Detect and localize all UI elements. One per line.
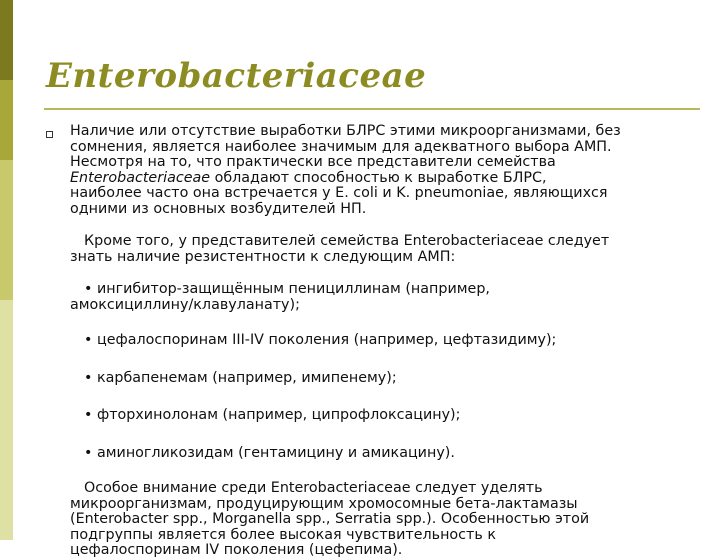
text-line: микроорганизмам, продуцирующим хромосомные бета-лактамазы bbox=[70, 495, 578, 512]
list-item bbox=[70, 282, 698, 313]
square-bullet-icon bbox=[46, 131, 53, 138]
paragraph-special-attention bbox=[70, 481, 698, 559]
title-divider bbox=[44, 108, 700, 110]
text-line: знать наличие резистентности к следующим АМП: bbox=[70, 248, 456, 265]
text-line: наиболее часто она встречается у E. coli и K. pneumoniae, являющихся bbox=[70, 185, 608, 201]
text-line: одними из основных возбудителей НП. bbox=[70, 200, 367, 217]
text-line: Особое внимание среди Enterobacteriaceae следует уделять bbox=[84, 480, 543, 496]
text-line: • аминогликозидам (гентамицину и амикацину). bbox=[84, 444, 455, 461]
text-line: подгруппы является более высокая чувствительность к bbox=[70, 526, 496, 543]
text-line: цефалоспоринам IV поколения (цефепима). bbox=[70, 542, 403, 558]
text-line: Кроме того, у представителей семейства Enterobacteriaceae следует bbox=[84, 233, 610, 249]
paragraph-resistance bbox=[70, 234, 698, 265]
slide-body bbox=[70, 124, 698, 559]
text-line: сомнения, является наиболее значимым для адекватного выбора АМП. bbox=[70, 138, 612, 155]
text-fragment: обладают способностью к выработке БЛРС, bbox=[210, 169, 547, 186]
list-item bbox=[70, 333, 698, 349]
text-line: (Enterobacter spp., Morganella spp., Serratia spp.). Особенностью этой bbox=[70, 511, 590, 527]
list-item bbox=[70, 408, 698, 424]
side-bar-segment bbox=[0, 0, 13, 80]
paragraph-intro bbox=[70, 124, 698, 217]
side-bar-segment bbox=[0, 80, 13, 160]
text-line: • ингибитор-защищённым пенициллинам (например, bbox=[84, 281, 490, 297]
text-line: • карбапенемам (например, имипенему); bbox=[84, 369, 397, 386]
text-line: • фторхинолонам (например, ципрофлоксацину); bbox=[84, 407, 461, 423]
text-line bbox=[70, 171, 698, 187]
side-bar-segment bbox=[0, 160, 13, 300]
italic-term: Enterobacteriaceae bbox=[70, 169, 211, 186]
decorative-side-bar bbox=[0, 0, 13, 540]
text-line: • цефалоспоринам III-IV поколения (например, цефтазидиму); bbox=[84, 332, 557, 348]
text-line: Наличие или отсутствие выработки БЛРС этими микроорганизмами, без bbox=[70, 123, 621, 139]
list-item bbox=[70, 371, 698, 387]
side-bar-segment bbox=[0, 300, 13, 540]
slide-title: Enterobacteriaceae bbox=[46, 56, 427, 96]
text-line: Несмотря на то, что практически все представители семейства bbox=[70, 154, 556, 170]
list-item bbox=[70, 446, 698, 462]
text-line: амоксициллину/клавуланату); bbox=[70, 296, 300, 313]
